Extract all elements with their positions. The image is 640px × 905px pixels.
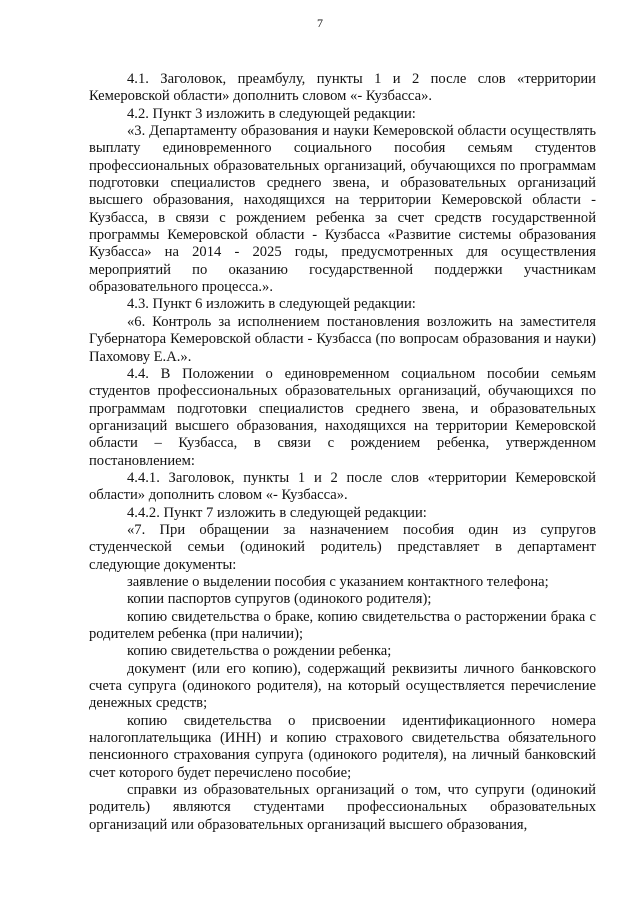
paragraph-4-1: 4.1. Заголовок, преамбулу, пункты 1 и 2 после слов «территории Кемеровской области» дополнить словом «- Кузбасса». [89,71,596,105]
list-item-marriage-certificate: копию свидетельства о браке, копию свидетельства о расторжении брака с родителем ребенка (при наличии); [89,608,596,642]
document-body [89,71,596,834]
list-item-bank-account: документ (или его копию), содержащий реквизиты личного банковского счета супруга (одинокого родителя), на который осуществляется перечисление денежных средств; [89,660,596,712]
list-item-inn-snils: копию свидетельства о присвоении идентификационного номера налогоплательщика (ИНН) и копию страхового свидетельства обязательного пенсионного страхования супруга (одинокого родителя), на личный банковский счет которого будет перечислено пособие; [89,712,596,781]
paragraph-4-3: 4.3. Пункт 6 изложить в следующей редакции: [127,296,416,313]
paragraph-4-4-2: 4.4.2. Пункт 7 изложить в следующей редакции: [127,504,427,521]
paragraph-item-6: «6. Контроль за исполнением постановления возложить на заместителя Губернатора Кемеровской области - Кузбасса (по вопросам образования и науки) Пахомову Е.А.». [89,313,596,365]
list-item-passports: копии паспортов супругов (одинокого родителя); [127,591,432,608]
paragraph-4-4-1: 4.4.1. Заголовок, пункты 1 и 2 после слов «территории Кемеровской области» дополнить словом «- Кузбасса». [89,469,596,504]
paragraph-item-3: «3. Департаменту образования и науки Кемеровской области осуществлять выплату единовременного социального пособия семьям студентов профессиональных образовательных организаций, обучающихся по программам подготовки специалистов среднего звена, и образовательных организаций высшего образования, находящихся на территории Кемеровской области - Кузбасса, в связи с рождением ребенка за счет средств государственной программы Кемеровской области - Кузбасса «Развитие системы образования Кузбасса» на 2014 - 2025 годы, предусмотренных для осуществления мероприятий по оказанию государственной поддержки участникам образовательного процесса.». [89,123,596,296]
paragraph-4-4: 4.4. В Положении о единовременном социальном пособии семьям студентов профессиональных образовательных организаций, обучающихся по программам подготовки специалистов среднего звена, и образовательных организаций высшего образования, находящихся на территории Кемеровской области – Кузбасса, в связи с рождением ребенка, утвержденном постановлением: [89,365,596,469]
paragraph-item-7: «7. При обращении за назначением пособия один из супругов студенческой семьи (одинокий родитель) представляет в департамент следующие документы: [89,521,596,573]
paragraph-4-2: 4.2. Пункт 3 изложить в следующей редакции: [127,105,416,122]
list-item-study-certificates: справки из образовательных организаций о том, что супруги (одинокий родитель) являются студентами профессиональных образовательных организаций или образовательных организаций высшего образования, [89,782,596,833]
page-number: 7 [317,16,323,30]
list-item-birth-certificate: копию свидетельства о рождении ребенка; [127,643,392,660]
list-item-application: заявление о выделении пособия с указанием контактного телефона; [127,573,549,590]
